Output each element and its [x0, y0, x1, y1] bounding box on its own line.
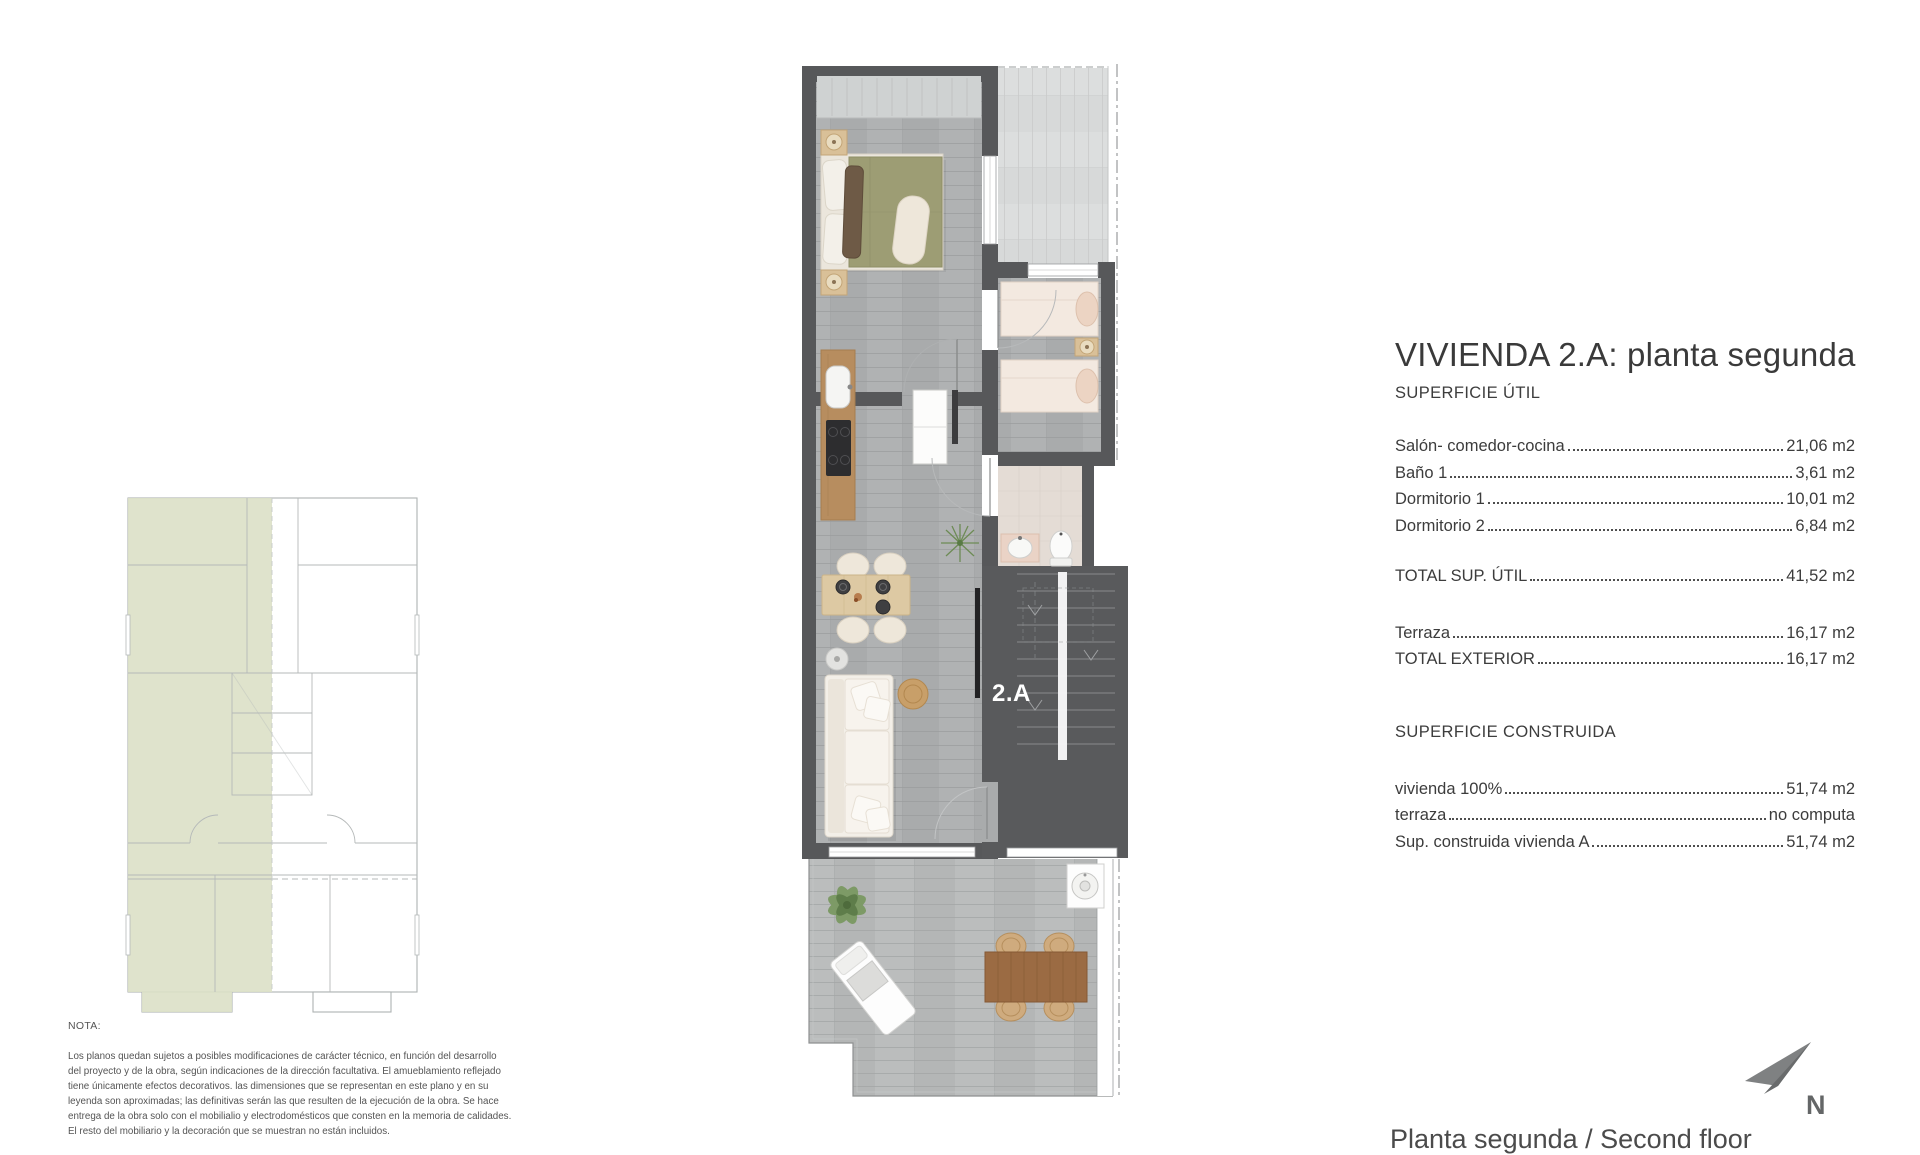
surface-value: 51,74 m2: [1786, 779, 1855, 798]
surface-label: Salón- comedor-cocina: [1395, 437, 1565, 455]
floor-plan: [795, 60, 1135, 1105]
unit-label: 2.A: [992, 680, 1031, 707]
note-block: [68, 1020, 538, 1139]
superficie-util-rows: [1395, 433, 1855, 539]
surface-row: [1395, 433, 1855, 460]
kitchen-sink-icon: [826, 366, 850, 408]
surface-label: Baño 1: [1395, 463, 1448, 482]
surface-row: [1395, 829, 1855, 856]
upper-terrace-floor: [998, 68, 1108, 264]
surface-label: Terraza: [1395, 623, 1451, 642]
outdoor-table-icon: [985, 952, 1087, 1002]
note-line: tiene únicamente efectos decorativos. las dimensiones que se representan en este plano y en su: [68, 1081, 489, 1092]
nightstand-icon: [821, 270, 847, 295]
surface-label: terraza: [1395, 806, 1447, 824]
surface-value: 16,17 m2: [1786, 650, 1855, 668]
surface-row: [1395, 802, 1855, 829]
toilet-icon: [1050, 531, 1072, 566]
surface-row: [1395, 776, 1855, 803]
north-label: N: [1806, 1090, 1826, 1120]
note-line: entrega de la obra solo con el mobilialio y electrodomésticos que consten en la memoria de calidades.: [68, 1111, 512, 1122]
surface-value: no computa: [1768, 806, 1855, 824]
note-heading: NOTA:: [68, 1020, 101, 1032]
coffee-table-icon: [898, 679, 928, 709]
leader-dots: [1450, 476, 1792, 478]
leader-dots: [1568, 449, 1784, 451]
surface-row: [1395, 486, 1855, 513]
nightstand-icon: [1075, 338, 1098, 356]
tv-icon: [975, 588, 980, 698]
surface-row: [1395, 460, 1855, 487]
note-line: leyenda son aproximadas; las definitivas serán las que resulten de la ejecución de la obra. Se hace: [68, 1096, 499, 1107]
surface-row: [1395, 646, 1855, 673]
surface-row: [1395, 620, 1855, 647]
wardrobe-strip: [817, 76, 981, 118]
surface-row: [1395, 513, 1855, 540]
surface-value: 10,01 m2: [1786, 490, 1855, 508]
note-line: del proyecto y de la obra, según indicaciones de la dirección facultativa. El amueblamiento reflejado: [68, 1066, 501, 1077]
superficie-construida-heading: SUPERFICIE CONSTRUIDA: [1395, 722, 1617, 741]
leader-dots: [1453, 636, 1783, 638]
title-block: [1395, 336, 1855, 855]
leader-dots: [1592, 845, 1783, 847]
sink-icon: [1008, 538, 1032, 558]
surface-value: 41,52 m2: [1786, 567, 1855, 585]
exterior-rows: [1395, 620, 1855, 673]
surface-label: TOTAL EXTERIOR: [1395, 650, 1535, 668]
superficie-util-heading: SUPERFICIE ÚTIL: [1395, 384, 1541, 402]
stairwell-block: [982, 566, 1128, 858]
leader-dots: [1488, 502, 1783, 504]
double-bed-icon: [821, 154, 943, 270]
nightstand-icon: [821, 130, 847, 155]
surface-value: 6,84 m2: [1795, 516, 1855, 535]
north-arrow: [1736, 1036, 1846, 1121]
keyplan-balcony-right: [313, 992, 391, 1012]
note-line: El resto del mobiliario y la decoración que se muestran no están incluidos.: [68, 1126, 390, 1137]
single-bed-icon: [1001, 360, 1098, 412]
stair-stringer: [1058, 572, 1067, 760]
leader-dots: [1505, 792, 1783, 794]
surface-label: vivienda 100%: [1395, 779, 1503, 798]
note-lines: [68, 1049, 538, 1139]
sheet-caption: Planta segunda / Second floor: [1390, 1124, 1752, 1154]
page-title: VIVIENDA 2.A: planta segunda: [1395, 336, 1856, 373]
surface-row: [1395, 563, 1855, 590]
surface-label: Dormitorio 2: [1395, 516, 1485, 535]
keyplan-unit-highlight: [128, 498, 272, 1012]
surface-label: Dormitorio 1: [1395, 490, 1485, 508]
outdoor-sink-icon: [1067, 864, 1104, 908]
surface-value: 21,06 m2: [1786, 437, 1855, 455]
note-line: Los planos quedan sujetos a posibles modificaciones de carácter técnico, en función del desarrollo: [68, 1051, 497, 1062]
leader-dots: [1449, 818, 1765, 820]
superficie-construida-rows: [1395, 776, 1855, 856]
sofa-icon: [825, 675, 893, 837]
leader-dots: [1530, 579, 1783, 581]
leader-dots: [1538, 662, 1783, 664]
surface-label: TOTAL SUP. ÚTIL: [1395, 567, 1528, 585]
single-bed-icon: [1001, 282, 1098, 336]
surface-value: 51,74 m2: [1786, 832, 1855, 851]
surface-value: 3,61 m2: [1795, 463, 1855, 482]
surface-value: 16,17 m2: [1786, 623, 1855, 642]
superficie-util-total: [1395, 563, 1855, 590]
stair-landing-window: [1007, 848, 1117, 857]
leader-dots: [1488, 529, 1793, 531]
key-plan: [120, 495, 430, 1030]
surface-label: Sup. construida vivienda A: [1395, 832, 1590, 851]
